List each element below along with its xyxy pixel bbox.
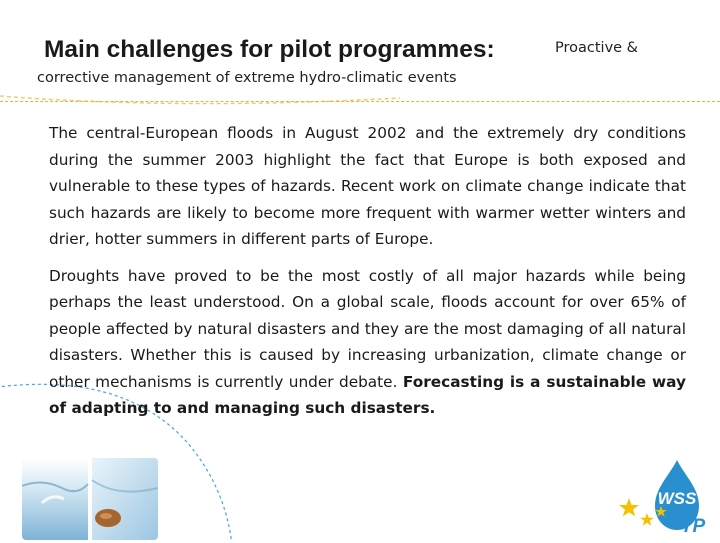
paragraph-droughts-text: Droughts have proved to be the most costly of all major hazards while being perhaps the least understood. On a global scale, floods account for over 65% of people affected by natural disasters and they are the most damaging of all natural disasters. Whether this is caused by increasing urbanization, climate change or other mechanisms is currently under debate. xyxy=(49,266,686,391)
paragraph-floods: The central-European floods in August 2002 and the extremely dry conditions during the summer 2003 highlight the fact that Europe is both exposed and vulnerable to these types of hazards. Recent work on climate change indicate that such hazards are likely to become more frequent with warmer wetter winters and drier, hotter summers in different parts of Europe. xyxy=(49,124,686,248)
wsstp-logo xyxy=(617,458,715,538)
star-icon xyxy=(619,498,639,517)
paragraph-droughts-emphasis: Forecasting is a sustainable way of adapting to and managing such disasters. xyxy=(49,372,686,417)
slide-subtitle-line2: corrective management of extreme hydro-climatic events xyxy=(37,70,457,86)
star-icon xyxy=(640,513,654,526)
logo-text-top: WSS xyxy=(657,489,697,508)
header-divider xyxy=(0,101,720,102)
paragraph-droughts xyxy=(49,263,686,422)
slide-subtitle-inline: Proactive & xyxy=(555,40,638,56)
water-splash-image xyxy=(22,458,158,540)
logo-text-bottom: TP xyxy=(680,516,706,537)
body-content xyxy=(49,120,686,432)
slide-title-main: Main challenges for pilot programmes: xyxy=(44,36,495,63)
